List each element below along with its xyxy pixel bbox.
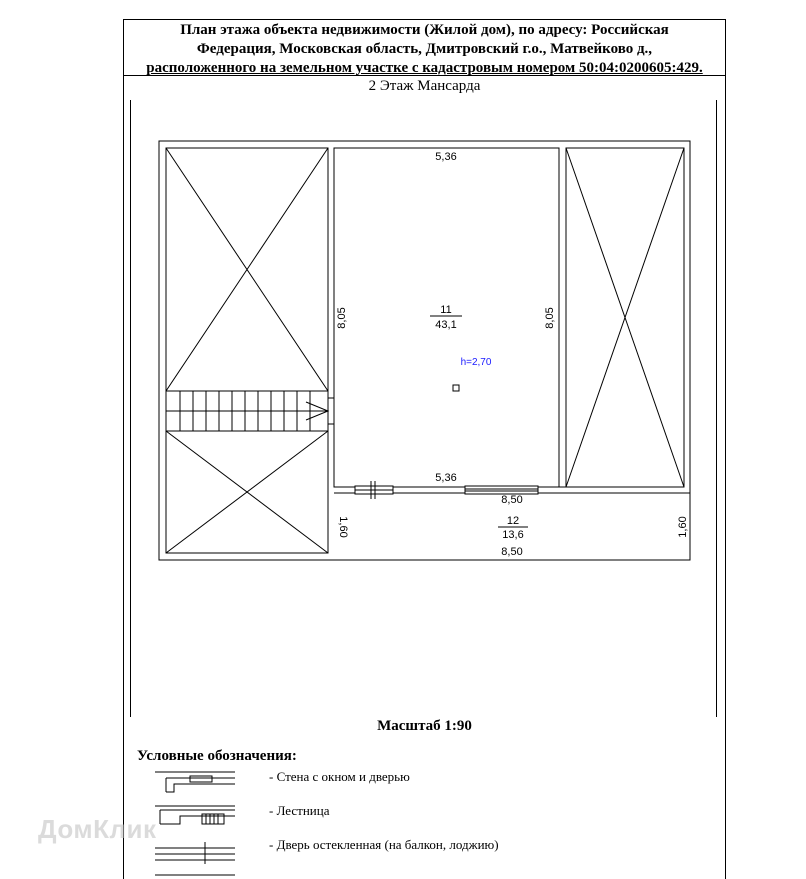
watermark-text: ДомКлик: [38, 814, 157, 844]
floor-label: 2 Этаж Мансарда: [368, 78, 481, 94]
room-11-area: 43,1: [435, 319, 457, 331]
dim-corridor-bottom: 8,50: [501, 546, 523, 558]
dim-corridor-top: 8,50: [501, 494, 523, 506]
legend-item-stairs: - Лестница: [269, 803, 330, 818]
room-11-height: h=2,70: [460, 357, 492, 368]
center-marker: [453, 385, 459, 391]
room-12-area: 13,6: [502, 529, 524, 541]
scale-label: Масштаб 1:90: [377, 718, 472, 734]
dim-corridor-right: 1,60: [677, 516, 689, 538]
dim-bottom: 5,36: [435, 472, 457, 484]
watermark: [38, 814, 157, 845]
legend-item-wall: - Стена с окном и дверью: [269, 769, 410, 784]
window-symbol: [465, 486, 538, 494]
dim-right: 8,05: [544, 307, 556, 329]
legend-symbols: [150, 768, 240, 878]
title-line-1: План этажа объекта недвижимости (Жилой дом), по адресу: Российская: [180, 22, 669, 38]
title-line-2: Федерация, Московская область, Дмитровский г.о., Матвейково д.,: [196, 41, 653, 57]
dim-corridor-left: 1,60: [337, 516, 349, 538]
legend-title: Условные обозначения:: [137, 748, 297, 764]
dim-top: 5,36: [435, 151, 457, 163]
room-11: [334, 148, 559, 487]
door-symbol: [355, 481, 393, 499]
staircase: [166, 391, 334, 431]
title-line-3: расположенного на земельном участке с кадастровым номером 50:04:0200605:429.: [146, 60, 703, 76]
dim-left: 8,05: [336, 307, 348, 329]
building-outline: [159, 141, 690, 560]
room-12-number: 12: [506, 515, 520, 527]
legend-item-glazed-door: - Дверь остекленная (на балкон, лоджию): [269, 837, 499, 852]
room-11-number: 11: [440, 304, 452, 316]
